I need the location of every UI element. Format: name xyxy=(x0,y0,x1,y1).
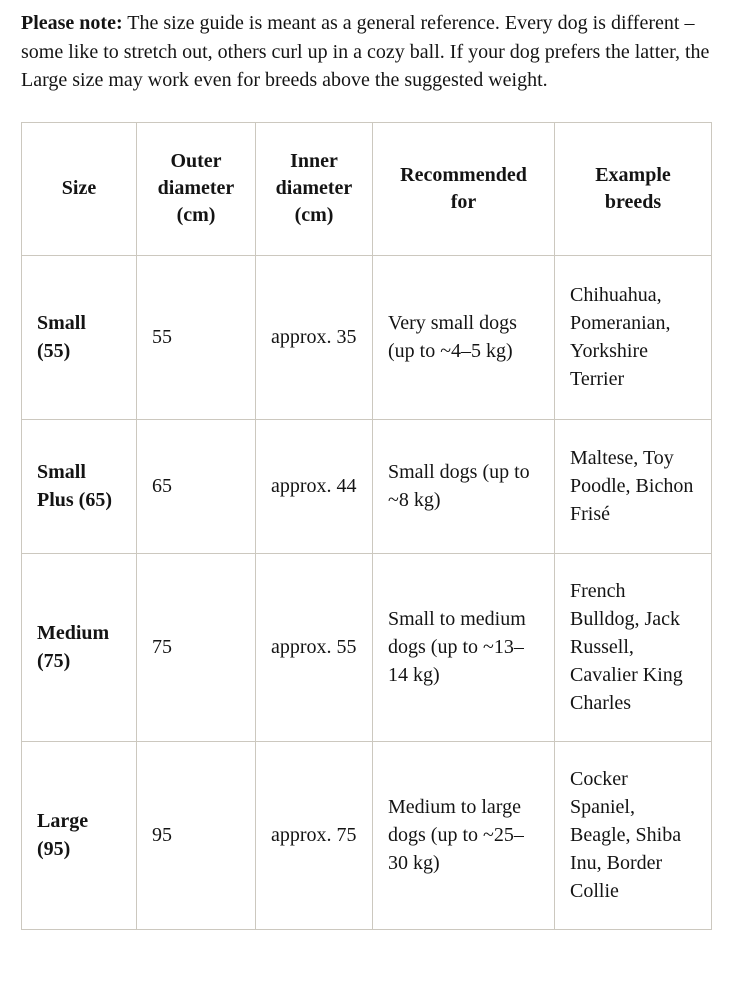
cell-recommended-for: Small dogs (up to ~8 kg) xyxy=(373,419,555,553)
cell-size: Medium (75) xyxy=(22,553,137,741)
cell-outer-diameter: 65 xyxy=(137,419,256,553)
table-header xyxy=(22,122,712,255)
header-row xyxy=(22,122,712,255)
header-cell-size: Size xyxy=(22,122,137,255)
size-guide-table xyxy=(21,122,712,930)
table-row xyxy=(22,741,712,929)
table-body xyxy=(22,255,712,929)
cell-recommended-for: Medium to large dogs (up to ~25–30 kg) xyxy=(373,741,555,929)
table-row xyxy=(22,419,712,553)
cell-size: Large (95) xyxy=(22,741,137,929)
cell-inner-diameter: approx. 55 xyxy=(256,553,373,741)
cell-inner-diameter: approx. 44 xyxy=(256,419,373,553)
header-cell-outer-diameter: Outer diameter (cm) xyxy=(137,122,256,255)
cell-size: Small Plus (65) xyxy=(22,419,137,553)
note-label: Please note: xyxy=(21,12,123,34)
cell-outer-diameter: 75 xyxy=(137,553,256,741)
cell-example-breeds: French Bulldog, Jack Russell, Cavalier King Charles xyxy=(555,553,712,741)
cell-recommended-for: Very small dogs (up to ~4–5 kg) xyxy=(373,255,555,419)
cell-example-breeds: Chihuahua, Pomeranian, Yorkshire Terrier xyxy=(555,255,712,419)
cell-recommended-for: Small to medium dogs (up to ~13–14 kg) xyxy=(373,553,555,741)
header-cell-example-breeds: Example breeds xyxy=(555,122,712,255)
cell-outer-diameter: 95 xyxy=(137,741,256,929)
cell-example-breeds: Maltese, Toy Poodle, Bichon Frisé xyxy=(555,419,712,553)
note-paragraph xyxy=(21,9,711,95)
cell-size: Small (55) xyxy=(22,255,137,419)
cell-example-breeds: Cocker Spaniel, Beagle, Shiba Inu, Border Collie xyxy=(555,741,712,929)
cell-inner-diameter: approx. 75 xyxy=(256,741,373,929)
header-cell-recommended-for: Recommended for xyxy=(373,122,555,255)
cell-inner-diameter: approx. 35 xyxy=(256,255,373,419)
table-row xyxy=(22,553,712,741)
note-text: The size guide is meant as a general reference. Every dog is different – some like to stretch out, others curl up in a cozy ball. If your dog prefers the latter, the Large size may work even for breeds above the suggested weight. xyxy=(21,12,710,91)
cell-outer-diameter: 55 xyxy=(137,255,256,419)
table-row xyxy=(22,255,712,419)
header-cell-inner-diameter: Inner diameter (cm) xyxy=(256,122,373,255)
